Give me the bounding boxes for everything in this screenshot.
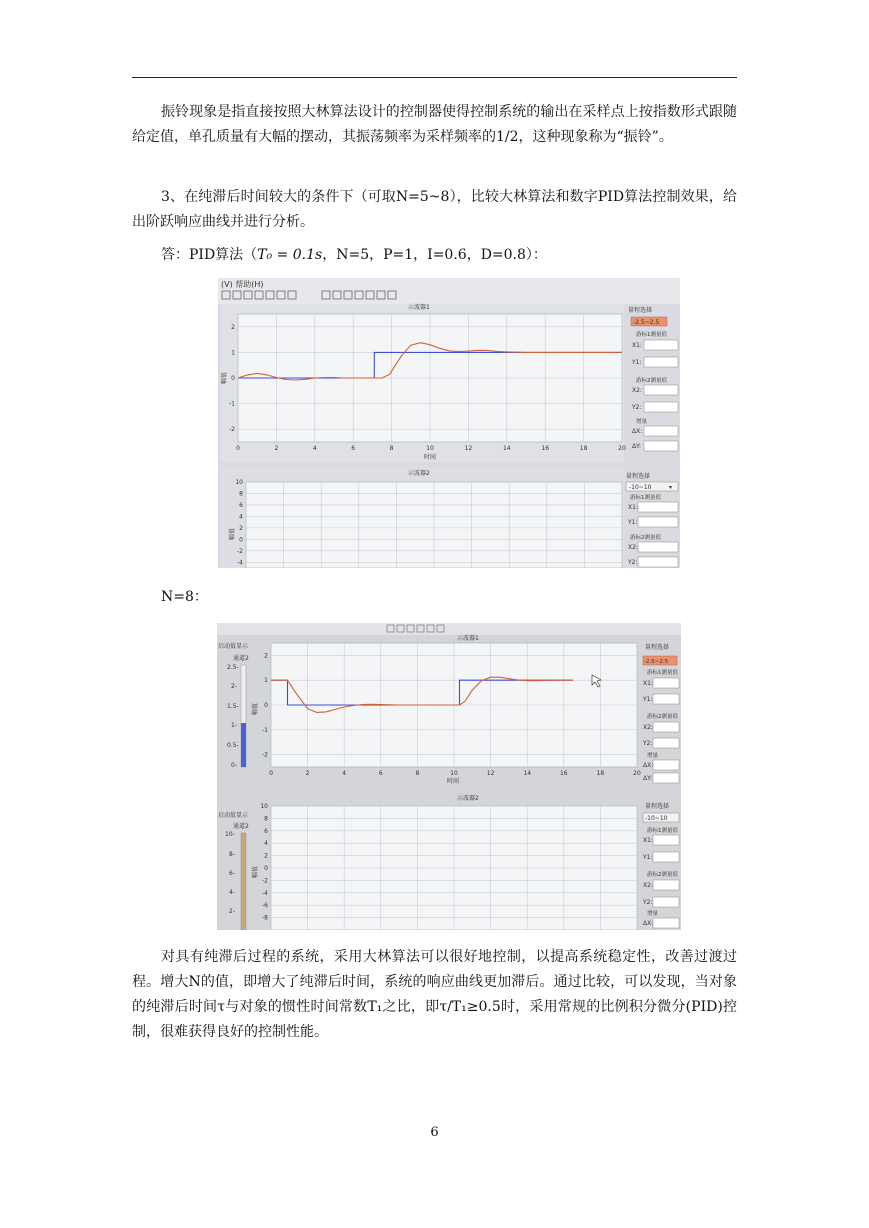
x-tick-label: 12 [486, 770, 495, 777]
y-tick-label: 8 [264, 815, 268, 823]
svg-text:0.5-: 0.5- [227, 742, 239, 749]
answer-line [161, 243, 721, 268]
x2-label: X2: [632, 387, 642, 394]
x2-label: X2: [643, 724, 653, 731]
scope2-yaxis-label: 幅值 [229, 527, 236, 540]
y-tick-label: 4 [239, 513, 243, 521]
y-tick-label: 0 [264, 865, 268, 872]
x-tick-label: 14 [523, 770, 532, 777]
side-title-1: 启动值显示 [218, 643, 249, 650]
y-tick-label: -4 [262, 889, 268, 897]
x-tick-label: 16 [541, 445, 550, 452]
y2-field[interactable] [653, 738, 679, 748]
scope2-cursor2-label: 游标2测量值 [647, 872, 678, 878]
x-tick-label: 4 [342, 770, 347, 777]
scope2-y2-label: Y2: [628, 559, 638, 566]
y-tick-label: 2 [231, 323, 235, 331]
y-tick-label: 8 [239, 490, 243, 498]
answer-suffix: ，N=5，P=1，I=0.6，D=0.8）： [322, 247, 547, 263]
dx-label: ΔX: [643, 762, 654, 769]
scope2-x2-label: X2: [628, 544, 638, 551]
y-tick-label: 0 [231, 375, 235, 382]
svg-text:2-: 2- [229, 908, 235, 915]
x-tick-label: 2 [305, 770, 310, 777]
y2-label: Y2: [643, 740, 653, 747]
x-tick-label: 2 [274, 445, 279, 452]
screenshot-1-svg [218, 278, 680, 568]
scope2-x2-field[interactable] [653, 880, 679, 890]
level-scale-2 [225, 831, 235, 915]
header-rule [132, 77, 737, 78]
svg-text:8-: 8- [229, 851, 235, 858]
y-tick-label: 4 [264, 840, 268, 848]
x-tick-label: 20 [618, 445, 626, 452]
scope2-title: 示波器2 [457, 795, 479, 802]
x-tick-label: 10 [426, 445, 434, 452]
x-tick-label: 0 [236, 445, 240, 452]
y2-label: Y2: [632, 404, 642, 411]
dy-label: ΔY: [643, 775, 652, 782]
scope2-y2-field[interactable] [638, 557, 678, 567]
y-tick-label: -4 [237, 559, 243, 567]
y-tick-label: -1 [229, 400, 235, 408]
scope2-x1-label: X1: [643, 837, 653, 844]
cursor1-label: 游标1测量值 [636, 332, 667, 338]
paragraph-ringing: 振铃现象是指直接按照大林算法设计的控制器使得控制系统的输出在采样点上按指数形式跟随给定值，单孔质量有大幅的摆动，其振荡频率为采样频率的1/2，这种现象称为“振铃”。 [132, 104, 737, 145]
x-tick-label: 20 [633, 770, 641, 777]
dropdown-arrow-icon[interactable]: ▾ [669, 484, 673, 491]
y-tick-label: 2 [239, 524, 243, 532]
x-tick-label: 12 [464, 445, 473, 452]
x-tick-label: 6 [351, 445, 356, 452]
scope1-xaxis-label: 时间 [447, 778, 460, 785]
x-tick-label: 18 [579, 445, 588, 452]
screenshot-2-svg [217, 623, 681, 930]
range-select-label: 量程选择 [628, 307, 653, 314]
scope2-x2-label: X2: [643, 882, 653, 889]
y1-label: Y1: [643, 696, 653, 703]
range-select-label: 量程选择 [645, 644, 670, 651]
y-tick-label: 10 [235, 479, 243, 486]
delta-label: 增量 [647, 753, 659, 759]
y-tick-label: 6 [239, 501, 243, 509]
x2-field[interactable] [644, 385, 678, 395]
y-tick-label: -8 [262, 914, 268, 922]
dx-field[interactable] [644, 426, 678, 436]
paragraph-conclusion: 对具有纯滞后过程的系统，采用大林算法可以很好地控制，以提高系统稳定性，改善过渡过程。增大N的值，即增大了纯滞后时间，系统的响应曲线更加滞后。通过比较，可以发现，当对象的纯滞后时间τ与对象的惯性时间常数T₁之比，即τ/T₁≥0.5时，采用常规的比例积分微分(PID)控制，很难获得良好的控制性能。 [132, 949, 737, 1040]
x-tick-label: 8 [415, 770, 420, 777]
x-tick-label: 10 [450, 770, 458, 777]
x-tick-label: 0 [269, 770, 273, 777]
scope2-delta-label: 增量 [647, 911, 659, 917]
cursor1-label: 游标1测量值 [647, 670, 678, 676]
answer-prefix: 答：PID算法（ [161, 247, 258, 263]
level-scale-1 [227, 664, 239, 769]
x1-label: X1: [643, 680, 653, 687]
scope2-x1-field[interactable] [638, 502, 678, 512]
scope1-yaxis-label: 幅值 [252, 702, 259, 715]
side-title-2: 启动值显示 [218, 812, 249, 819]
scope2-cursor1-label: 游标1测量值 [630, 495, 661, 501]
range-select-value: -2.5~2.5 [633, 319, 660, 326]
x-tick-label: 6 [378, 770, 383, 777]
x-tick-label: 16 [559, 770, 568, 777]
y2-field[interactable] [644, 402, 678, 412]
svg-text:2.5-: 2.5- [227, 664, 239, 671]
scope2-x2-field[interactable] [638, 542, 678, 552]
dy-field[interactable] [653, 773, 679, 783]
channel-label-2: 通道2 [233, 823, 249, 830]
dy-field[interactable] [644, 441, 678, 451]
y-tick-label: 0 [239, 536, 243, 544]
x1-label: X1: [632, 342, 642, 349]
svg-text:1.5-: 1.5- [227, 703, 239, 710]
y-tick-label: -2 [237, 547, 243, 555]
dy-label: ΔY: [632, 443, 641, 450]
y-tick-label: 10 [260, 803, 268, 810]
y-tick-label: 2 [264, 652, 268, 660]
y-tick-label: 2 [264, 852, 268, 860]
page-number: 6 [430, 1125, 439, 1140]
scope1-yaxis-label: 幅值 [221, 371, 228, 384]
menu-help[interactable]: (V) 帮助(H) [221, 280, 264, 289]
range-select-value: -2.5~2.5 [644, 659, 669, 665]
y-tick-label: 1 [264, 677, 268, 685]
dx-field[interactable] [653, 760, 679, 770]
y-tick-label: -1 [262, 726, 268, 734]
cursor2-label: 游标2测量值 [636, 378, 667, 384]
y-tick-label: 6 [264, 827, 268, 835]
range-select-label-2: 量程选择 [626, 473, 651, 480]
answer-formula: T₀ = 0.1s [257, 247, 323, 263]
n8-label: N=8： [161, 589, 208, 605]
scope2-cursor1-label: 游标1测量值 [647, 828, 678, 834]
scope2-y1-field[interactable] [638, 517, 678, 527]
y1-label: Y1: [632, 359, 642, 366]
y1-field[interactable] [644, 357, 678, 367]
x2-field[interactable] [653, 722, 679, 732]
x-tick-label: 4 [312, 445, 317, 452]
x-tick-label: 14 [502, 445, 511, 452]
scope2-y2-field[interactable] [653, 897, 679, 907]
paragraph-question-3: 3、在纯滞后时间较大的条件下（可取N=5~8），比较大林算法和数字PID算法控制效果，给出阶跃响应曲线并进行分析。 [132, 189, 737, 230]
y-tick-label: -6 [262, 902, 268, 910]
screenshot-n8 [217, 623, 681, 930]
y-tick-label: 0 [264, 702, 268, 709]
y-tick-label: -2 [229, 426, 235, 434]
svg-text:10-: 10- [225, 831, 235, 838]
x1-field[interactable] [644, 340, 678, 350]
screenshot-pid-n5 [218, 278, 680, 568]
scope2-cursor2-label: 游标2测量值 [630, 535, 661, 541]
scope1-xaxis-label: 时间 [424, 454, 437, 461]
scope1-title: 示波器1 [408, 304, 430, 311]
channel-label-1: 通道2 [233, 655, 249, 662]
x-tick-label: 8 [389, 445, 394, 452]
y-tick-label: -2 [262, 751, 268, 759]
level-bar-1-fill [241, 723, 246, 767]
scope2-title: 示波器2 [408, 470, 430, 477]
x-tick-label: 18 [596, 770, 605, 777]
svg-text:2-: 2- [231, 683, 237, 690]
scope2-y2-label: Y2: [643, 899, 653, 906]
svg-text:0-: 0- [231, 762, 237, 769]
scope2-x1-label: X1: [628, 504, 638, 511]
cursor2-label: 游标2测量值 [647, 714, 678, 720]
scope2-y1-label: Y1: [643, 854, 653, 861]
level-bar-2 [241, 833, 246, 930]
svg-text:1-: 1- [231, 722, 237, 729]
dx-label: ΔX: [632, 428, 643, 435]
svg-text:6-: 6- [229, 870, 235, 877]
scope2-yaxis-label: 幅值 [252, 865, 259, 878]
scope2-dx-field[interactable] [653, 918, 679, 928]
y1-field[interactable] [653, 694, 679, 704]
scope2-dx-label: ΔX: [643, 920, 654, 927]
delta-label: 增量 [636, 419, 648, 425]
scope2-y1-label: Y1: [628, 519, 638, 526]
y-tick-label: -2 [262, 877, 268, 885]
range-select-label-2: 量程选择 [645, 803, 670, 810]
scope2-y1-field[interactable] [653, 852, 679, 862]
y-tick-label: 1 [231, 349, 235, 357]
svg-text:4-: 4- [229, 889, 235, 896]
scope2-x1-field[interactable] [653, 835, 679, 845]
scope1-title: 示波器1 [457, 635, 479, 642]
range-select-2-value: -10~10 [645, 815, 668, 822]
range-select-2-value: -10~10 [629, 484, 652, 491]
x1-field[interactable] [653, 678, 679, 688]
